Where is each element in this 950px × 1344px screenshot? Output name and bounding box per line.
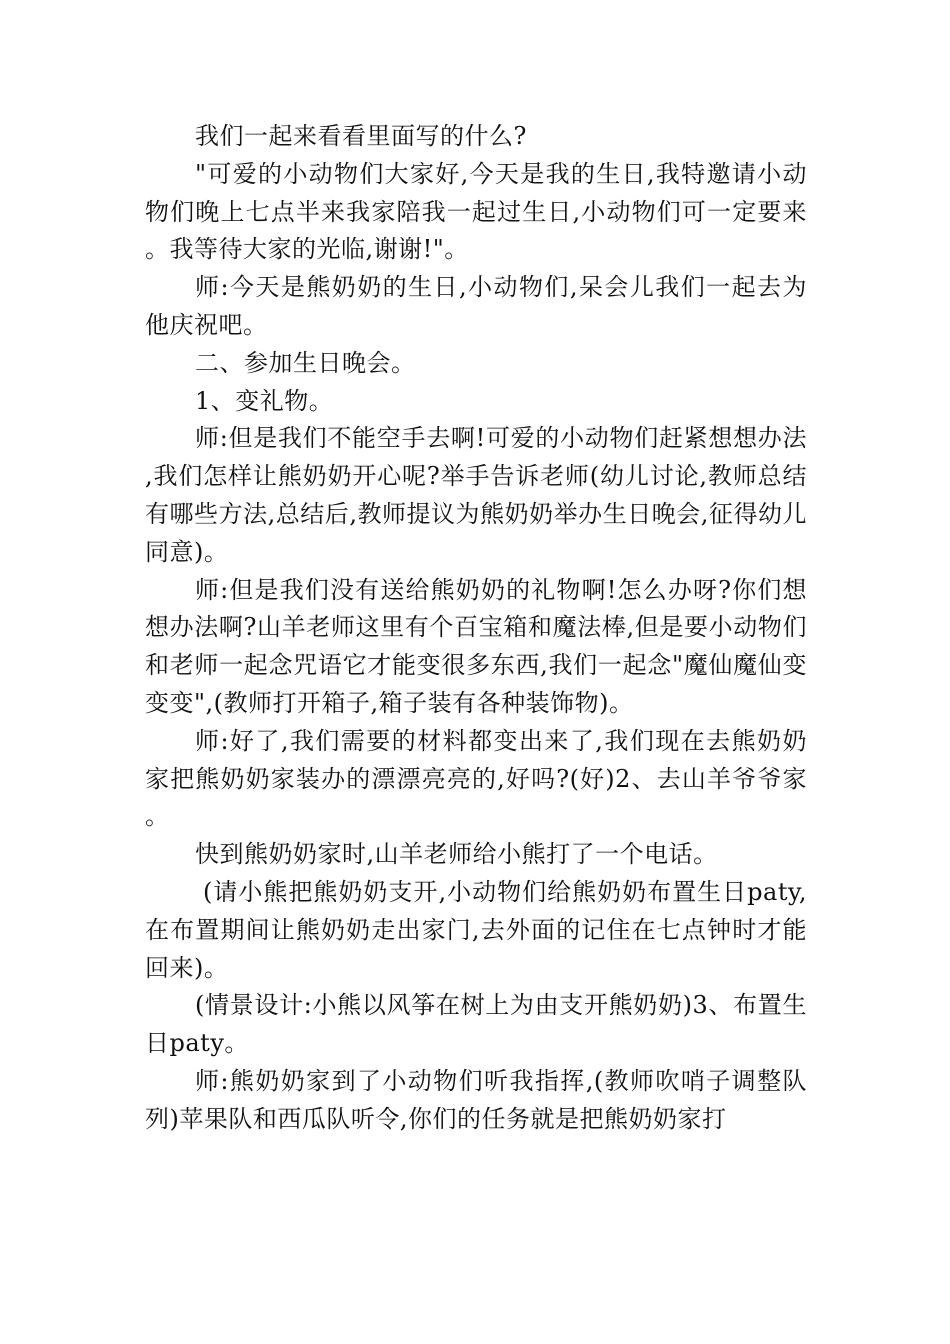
paragraph-10: (请小熊把熊奶奶支开,小动物们给熊奶奶布置生日paty,在布置期间让熊奶奶走出家门,去外面的记住在七点钟时才能回来)。 [145,877,807,982]
section-heading-2: 二、参加生日晚会。 [195,348,416,377]
document-page [145,118,807,1139]
paragraph-9: 快到熊奶奶家时,山羊老师给小熊打了一个电话。 [195,840,718,869]
paragraph-3: 师:今天是熊奶奶的生日,小动物们,呆会儿我们一起去为他庆祝吧。 [145,273,807,339]
paragraph-11: (情景设计:小熊以风筝在树上为由支开熊奶奶)3、布置生日paty。 [145,991,807,1058]
paragraph-1: 我们一起来看看里面写的什么? [195,122,527,150]
paragraph-12: 师:熊奶奶家到了小动物们听我指挥,(教师吹哨子调整队列)苹果队和西瓜队听令,你们的任务就是把熊奶奶家打 [145,1066,807,1133]
paragraph-7: 师:但是我们没有送给熊奶奶的礼物啊!怎么办呀?你们想想办法啊?山羊老师这里有个百宝箱和魔法棒,但是要小动物们和老师一起念咒语它才能变很多东西,我们一起念"魔仙魔仙变变变",(教师打开箱子,箱子装有各种装饰物)。 [145,575,807,717]
subsection-heading-1: 1、变礼物。 [195,386,334,415]
paragraph-2: "可爱的小动物们大家好,今天是我的生日,我特邀请小动物们晚上七点半来我家陪我一起过生日,小动物们可一定要来。我等待大家的光临,谢谢!"。 [145,159,807,264]
paragraph-6: 师:但是我们不能空手去啊!可爱的小动物们赶紧想想办法,我们怎样让熊奶奶开心呢?举手告诉老师(幼儿讨论,教师总结有哪些方法,总结后,教师提议为熊奶奶举办生日晚会,征得幼儿同意)。 [145,424,807,566]
paragraph-8: 师:好了,我们需要的材料都变出来了,我们现在去熊奶奶家把熊奶奶家装办的漂漂亮亮的,好吗?(好)2、去山羊爷爷家。 [145,726,807,831]
